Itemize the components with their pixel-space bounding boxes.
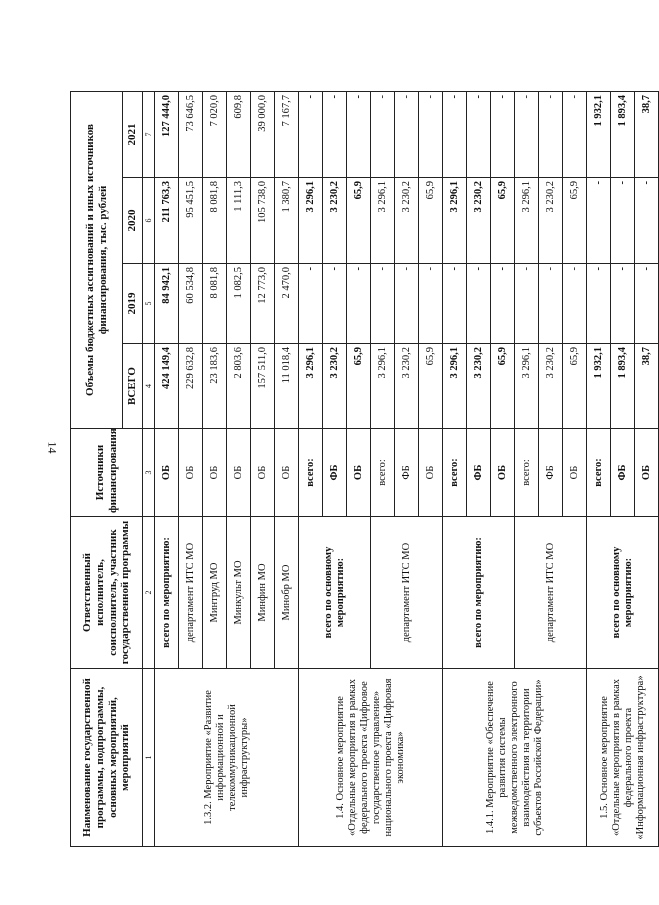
value-total: 229 632,8 <box>179 344 203 429</box>
value-total: 2 803,6 <box>227 344 251 429</box>
value-y20: 65,9 <box>563 178 587 264</box>
source-cell: всего: <box>443 429 467 517</box>
value-total: 3 230,2 <box>323 344 347 429</box>
value-y20: 211 763,3 <box>155 178 179 264</box>
activity-name-g1: 1.4. Основное мероприятие «Отдельные мероприятия в рамках федерального проекта «Цифровое государственное управление» национального проекта «Цифровая экономика» <box>299 669 443 847</box>
value-y21: - <box>491 91 515 177</box>
value-y19: - <box>347 264 371 344</box>
value-y20: - <box>587 178 611 264</box>
value-y21: - <box>371 91 395 177</box>
value-total: 3 296,1 <box>515 344 539 429</box>
value-y21: 609,8 <box>227 91 251 177</box>
value-total: 65,9 <box>419 344 443 429</box>
value-y20: 8 081,8 <box>203 178 227 264</box>
value-total: 3 230,2 <box>467 344 491 429</box>
value-y20: 3 230,2 <box>395 178 419 264</box>
value-y20: 3 230,2 <box>323 178 347 264</box>
budget-table <box>70 91 659 847</box>
value-y21: 39 000,0 <box>251 91 275 177</box>
value-y19: - <box>611 264 635 344</box>
executor-cell: Минфин МО <box>251 517 275 669</box>
activity-name-1-3-2: 1.3.2. Мероприятие «Развитие информационной и телекоммуникационной инфраструктуры» <box>155 669 299 847</box>
value-y19: 2 470,0 <box>275 264 299 344</box>
value-y19: 84 942,1 <box>155 264 179 344</box>
value-y19: - <box>467 264 491 344</box>
value-y20: - <box>611 178 635 264</box>
source-cell: всего: <box>587 429 611 517</box>
header-executor: Ответственный исполнитель, соисполнитель, участник государственной программы <box>71 517 143 669</box>
value-y19: - <box>323 264 347 344</box>
activity-name-1-5: 1.5. Основное мероприятие «Отдельные мероприятия в рамках федерального проекта «Информационная инфраструктура» <box>587 669 659 847</box>
value-y19: - <box>443 264 467 344</box>
source-cell: ОБ <box>155 429 179 517</box>
value-y20: 65,9 <box>347 178 371 264</box>
executor-total: всего по основному мероприятию: <box>587 517 659 669</box>
value-total: 38,7 <box>635 344 659 429</box>
value-y20: 65,9 <box>491 178 515 264</box>
executor-dept: департамент ИТС МО <box>371 517 443 669</box>
value-total: 3 296,1 <box>443 344 467 429</box>
value-y21: 7 167,7 <box>275 91 299 177</box>
column-numbers-row: 1 2 3 4 5 6 7 <box>143 91 155 846</box>
source-cell: ФБ <box>467 429 491 517</box>
value-y19: - <box>371 264 395 344</box>
value-y20: 1 380,7 <box>275 178 299 264</box>
table-row <box>443 91 467 846</box>
source-cell: ОБ <box>635 429 659 517</box>
value-y21: - <box>299 91 323 177</box>
header-volumes: Объемы бюджетных ассигнований и иных источников финансирования, тыс. рублей <box>71 91 123 428</box>
rotated-table-wrapper <box>70 92 652 847</box>
value-total: 3 230,2 <box>395 344 419 429</box>
table-body <box>155 91 659 846</box>
value-total: 65,9 <box>491 344 515 429</box>
value-y21: - <box>467 91 491 177</box>
header-name: Наименование государственной программы, подпрограммы, основных мероприятий, мероприятий <box>71 669 143 847</box>
source-cell: всего: <box>299 429 323 517</box>
value-y19: - <box>419 264 443 344</box>
source-cell: ФБ <box>395 429 419 517</box>
table-row <box>587 91 611 846</box>
value-total: 23 183,6 <box>203 344 227 429</box>
value-total: 3 296,1 <box>371 344 395 429</box>
executor-cell: Минобр МО <box>275 517 299 669</box>
value-y20: 3 296,1 <box>515 178 539 264</box>
source-cell: ОБ <box>227 429 251 517</box>
executor-dept: департамент ИТС МО <box>515 517 587 669</box>
value-total: 1 932,1 <box>587 344 611 429</box>
value-y21: 7 020,0 <box>203 91 227 177</box>
value-y20: 105 738,0 <box>251 178 275 264</box>
value-total: 424 149,4 <box>155 344 179 429</box>
value-y20: 65,9 <box>419 178 443 264</box>
value-y21: - <box>395 91 419 177</box>
value-total: 1 893,4 <box>611 344 635 429</box>
value-y21: - <box>539 91 563 177</box>
value-y20: 1 111,3 <box>227 178 251 264</box>
activity-name-g2: 1.4.1. Мероприятие «Обеспечение развития системы межведомственного электронного взаимодействия на территории субъектов Российской Федерации» <box>443 669 587 847</box>
source-cell: ОБ <box>275 429 299 517</box>
value-y19: - <box>395 264 419 344</box>
value-total: 3 230,2 <box>539 344 563 429</box>
value-y21: - <box>515 91 539 177</box>
value-y19: - <box>563 264 587 344</box>
source-cell: ОБ <box>251 429 275 517</box>
value-y21: 38,7 <box>635 91 659 177</box>
value-y19: - <box>491 264 515 344</box>
value-y21: - <box>347 91 371 177</box>
value-y19: - <box>539 264 563 344</box>
header-source: Источники финансирования <box>71 429 143 517</box>
header-2021: 2021 <box>123 91 143 177</box>
value-y19: 12 773,0 <box>251 264 275 344</box>
value-y21: - <box>323 91 347 177</box>
value-y21: 73 646,5 <box>179 91 203 177</box>
executor-cell: департамент ИТС МО <box>179 517 203 669</box>
value-y19: - <box>299 264 323 344</box>
value-total: 157 511,0 <box>251 344 275 429</box>
value-y20: 3 296,1 <box>371 178 395 264</box>
executor-total: всего по основному мероприятию: <box>299 517 371 669</box>
value-total: 65,9 <box>347 344 371 429</box>
value-total: 3 296,1 <box>299 344 323 429</box>
header-2020: 2020 <box>123 178 143 264</box>
source-cell: ФБ <box>539 429 563 517</box>
source-cell: всего: <box>371 429 395 517</box>
value-y19: - <box>587 264 611 344</box>
header-total: ВСЕГО <box>123 344 143 429</box>
source-cell: ФБ <box>611 429 635 517</box>
source-cell: ОБ <box>419 429 443 517</box>
value-y20: 95 451,5 <box>179 178 203 264</box>
value-y21: - <box>419 91 443 177</box>
page-number: 14 <box>45 441 60 454</box>
executor-total: всего по мероприятию: <box>443 517 515 669</box>
value-y20: 3 230,2 <box>539 178 563 264</box>
value-y21: 1 932,1 <box>587 91 611 177</box>
value-y20: 3 296,1 <box>299 178 323 264</box>
source-cell: всего: <box>515 429 539 517</box>
value-y20: 3 296,1 <box>443 178 467 264</box>
executor-cell: всего по мероприятию: <box>155 517 179 669</box>
source-cell: ОБ <box>179 429 203 517</box>
value-y21: - <box>563 91 587 177</box>
value-y21: 1 893,4 <box>611 91 635 177</box>
table-row <box>155 91 179 846</box>
source-cell: ФБ <box>323 429 347 517</box>
value-y19: 8 081,8 <box>203 264 227 344</box>
header-2019: 2019 <box>123 264 143 344</box>
value-y21: - <box>443 91 467 177</box>
value-y19: - <box>635 264 659 344</box>
source-cell: ОБ <box>347 429 371 517</box>
value-y20: - <box>635 178 659 264</box>
value-total: 11 018,4 <box>275 344 299 429</box>
table-row <box>299 91 323 846</box>
value-y19: 60 534,8 <box>179 264 203 344</box>
value-y20: 3 230,2 <box>467 178 491 264</box>
value-y19: 1 082,5 <box>227 264 251 344</box>
executor-cell: Минкульт МО <box>227 517 251 669</box>
value-y19: - <box>515 264 539 344</box>
source-cell: ОБ <box>203 429 227 517</box>
source-cell: ОБ <box>491 429 515 517</box>
value-y21: 127 444,0 <box>155 91 179 177</box>
value-total: 65,9 <box>563 344 587 429</box>
source-cell: ОБ <box>563 429 587 517</box>
executor-cell: Минтруд МО <box>203 517 227 669</box>
